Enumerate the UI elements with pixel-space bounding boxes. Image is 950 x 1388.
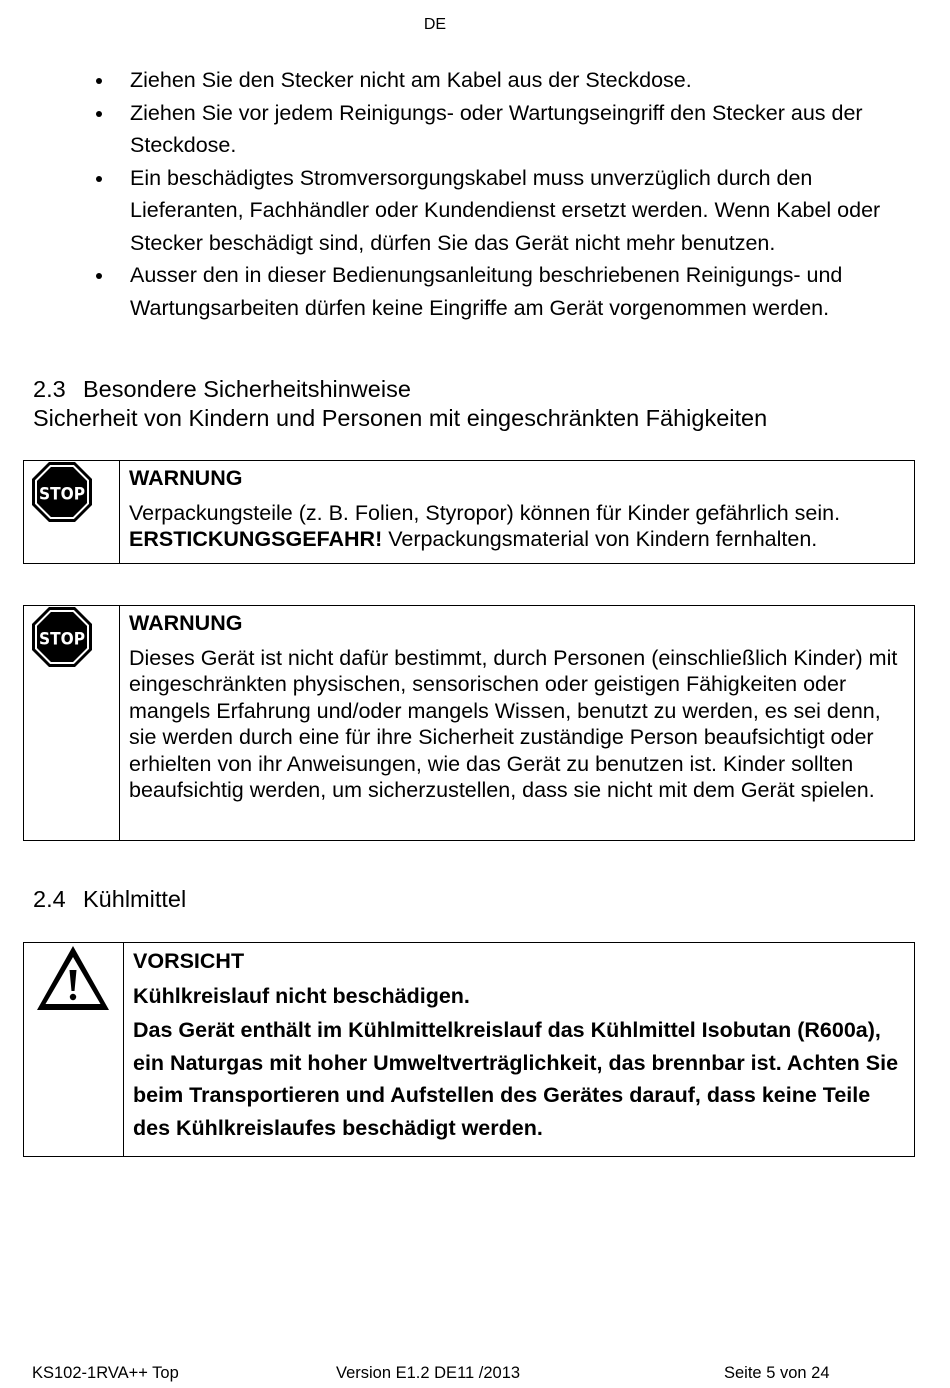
safety-bullet-list — [96, 64, 896, 324]
warning-text-rest: Verpackungsmaterial von Kindern fernhalten. — [382, 527, 818, 551]
list-item-text: Ziehen Sie vor jedem Reinigungs- oder Wartungseingriff den Stecker aus der Steckdose. — [130, 100, 863, 157]
stop-sign-text: STOP — [39, 629, 85, 650]
caution-text: Das Gerät enthält im Kühlmittelkreislauf das Kühlmittel Isobutan (R600a), ein Naturgas mit hoher Umweltverträglichkeit, das brennbar ist. Achten Sie beim Transportieren und Aufstellen des Gerätes darauf, dass keine Teile des Kühlkreislaufes beschädigt werden. — [133, 1018, 899, 1140]
warning-box-persons — [23, 605, 915, 841]
list-item-text: Ziehen Sie den Stecker nicht am Kabel aus der Steckdose. — [130, 68, 692, 92]
list-item-text: Ausser den in dieser Bedienungsanleitung beschriebenen Reinigungs- und Wartungsarbeiten dürfen keine Eingriffe am Gerät vorgenommen werden. — [130, 263, 843, 320]
warning-label: WARNUNG — [129, 466, 243, 490]
bullet-icon — [96, 111, 102, 117]
section-number: 2.4 — [33, 886, 66, 912]
section-heading-2-4 — [33, 886, 186, 913]
footer-version: Version E1.2 DE11 /2013 — [336, 1364, 521, 1382]
warning-text-line2 — [129, 526, 840, 553]
stop-sign-text: STOP — [39, 484, 85, 505]
stop-sign-icon — [31, 461, 93, 523]
warning-text: Verpackungsteile (z. B. Folien, Styropor) können für Kinder gefährlich sein. — [129, 500, 841, 525]
list-item-text: Ein beschädigtes Stromversorgungskabel muss unverzüglich durch den Lieferanten, Fachhändler oder Kundendienst ersetzt werden. Wenn Kabel oder Stecker beschädigt sind, dürfen Sie das Gerät nicht mehr benutzen. — [130, 165, 881, 255]
page-header-language: DE — [423, 16, 447, 33]
warning-text-cell — [120, 461, 850, 563]
caution-icon-cell — [24, 943, 124, 1156]
footer-page-number: Seite 5 von 24 — [724, 1364, 830, 1382]
section-title: Kühlmittel — [83, 886, 187, 912]
list-item — [96, 259, 896, 324]
warning-emphasis: ERSTICKUNGSGEFAHR! — [129, 527, 383, 551]
caution-box-refrigerant — [23, 942, 915, 1157]
warning-text: Dieses Gerät ist nicht dafür bestimmt, durch Personen (einschließlich Kinder) mit eingeschränkten physischen, sensorischen oder geistigen Fähigkeiten oder mangels Erfahrung und/oder mangels Wissen, benutzt zu werden, es sei denn, sie werden durch eine für ihre Sicherheit zuständige Person beaufsichtigt oder erhielten von ihr Anweisungen, wie das Gerät zu benutzen ist. Kinder sollten beaufsichtig werden, um sicherzustellen, dass sie nicht mit dem Gerät spielen. — [129, 645, 898, 802]
warning-triangle-icon — [34, 943, 112, 1013]
section-subtitle: Sicherheit von Kindern und Personen mit eingeschränkten Fähigkeiten — [33, 405, 768, 431]
section-heading-2-3 — [33, 376, 411, 403]
list-item — [96, 162, 896, 260]
bullet-icon — [96, 78, 102, 84]
warning-label: WARNUNG — [129, 611, 243, 635]
bullet-icon — [96, 273, 102, 279]
caution-heading-text: Kühlkreislauf nicht beschädigen. — [133, 983, 470, 1008]
bullet-icon — [96, 176, 102, 182]
warning-icon-cell — [24, 461, 120, 563]
caution-label: VORSICHT — [133, 949, 245, 973]
stop-sign-icon — [31, 606, 93, 668]
warning-box-packaging — [23, 460, 915, 564]
list-item — [96, 64, 896, 97]
footer-model: KS102-1RVA++ Top — [32, 1364, 179, 1382]
warning-icon-cell — [24, 606, 120, 840]
caution-text-cell — [124, 943, 914, 1156]
list-item — [96, 97, 896, 162]
section-title: Besondere Sicherheitshinweise — [83, 376, 411, 402]
section-number: 2.3 — [33, 376, 66, 402]
warning-text-cell — [120, 606, 914, 840]
